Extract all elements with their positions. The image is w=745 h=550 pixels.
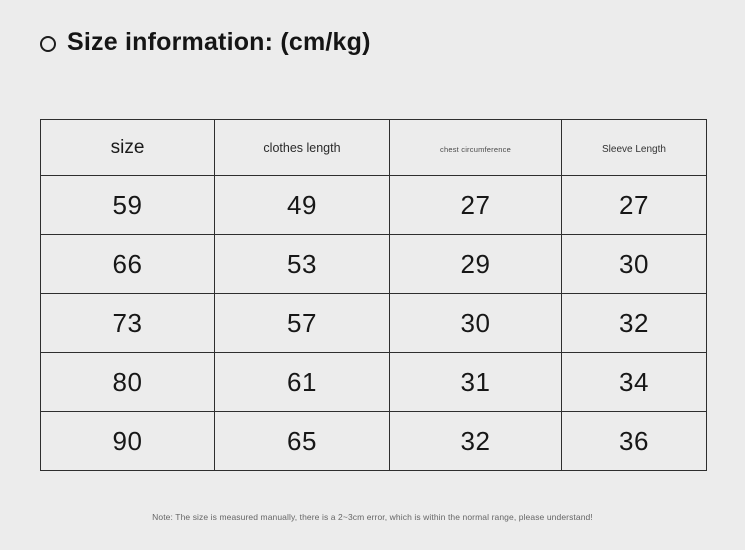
cell-chest-circumference	[390, 235, 562, 294]
cell-clothes-length	[215, 235, 390, 294]
cell-value: 80	[112, 366, 143, 397]
cell-size	[41, 176, 215, 235]
cell-value: 27	[619, 189, 649, 220]
cell-value: 30	[460, 307, 491, 338]
column-header-clothes-length	[215, 120, 390, 176]
cell-value: 30	[619, 248, 649, 279]
cell-clothes-length	[215, 353, 390, 412]
cell-value: 65	[287, 425, 317, 456]
cell-value: 73	[112, 307, 143, 338]
table-row	[41, 294, 707, 353]
cell-sleeve-length	[562, 235, 707, 294]
cell-chest-circumference	[390, 353, 562, 412]
table-row	[41, 235, 707, 294]
cell-value: 59	[112, 189, 143, 220]
column-header-chest-circumference	[390, 120, 562, 176]
cell-clothes-length	[215, 294, 390, 353]
column-header-chest-circumference-label: chest circumference	[440, 144, 511, 154]
size-table-container	[40, 119, 706, 471]
cell-sleeve-length	[562, 353, 707, 412]
cell-size	[41, 412, 215, 471]
column-header-sleeve-length	[562, 120, 707, 176]
cell-value: 32	[619, 307, 649, 338]
table-row	[41, 353, 707, 412]
cell-value: 31	[460, 366, 491, 397]
table-row	[41, 412, 707, 471]
cell-size	[41, 294, 215, 353]
cell-value: 49	[287, 189, 317, 220]
cell-value: 32	[460, 425, 491, 456]
cell-value: 90	[112, 425, 143, 456]
cell-value: 27	[460, 189, 491, 220]
cell-sleeve-length	[562, 294, 707, 353]
cell-sleeve-length	[562, 176, 707, 235]
cell-value: 61	[287, 366, 317, 397]
column-header-size	[41, 120, 215, 176]
measurement-note: Note: The size is measured manually, there is a 2~3cm error, which is within the normal range, please understand!	[152, 512, 593, 522]
column-header-sleeve-length-label: Sleeve Length	[602, 143, 666, 155]
cell-clothes-length	[215, 176, 390, 235]
cell-chest-circumference	[390, 176, 562, 235]
column-header-clothes-length-label: clothes length	[263, 140, 341, 155]
cell-chest-circumference	[390, 412, 562, 471]
cell-clothes-length	[215, 412, 390, 471]
cell-sleeve-length	[562, 412, 707, 471]
cell-value: 29	[460, 248, 491, 279]
page-title-text: Size information: (cm/kg)	[67, 28, 371, 56]
cell-value: 34	[619, 366, 649, 397]
cell-size	[41, 353, 215, 412]
column-header-size-label: size	[110, 136, 145, 158]
ring-bullet-icon	[40, 36, 56, 52]
size-table	[40, 119, 707, 471]
table-row	[41, 176, 707, 235]
cell-chest-circumference	[390, 294, 562, 353]
page-title	[40, 28, 371, 57]
table-header-row	[41, 120, 707, 176]
cell-value: 57	[287, 307, 317, 338]
cell-value: 66	[112, 248, 143, 279]
cell-size	[41, 235, 215, 294]
cell-value: 36	[619, 425, 649, 456]
cell-value: 53	[287, 248, 317, 279]
